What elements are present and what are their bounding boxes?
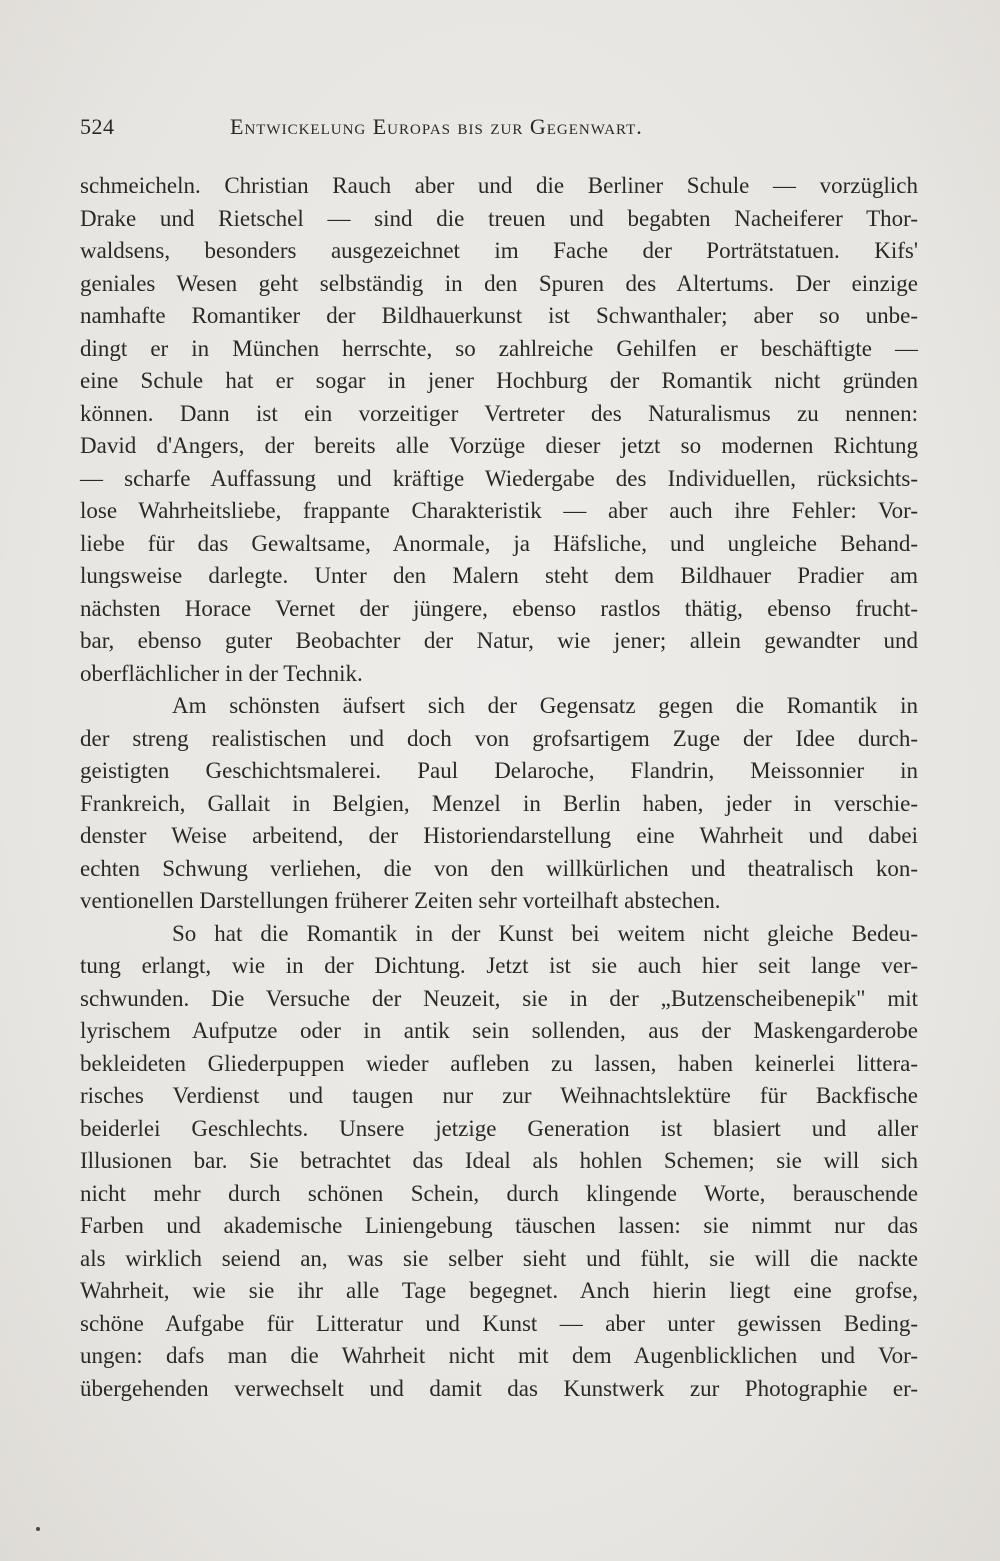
text-line: als wirklich seiend an, was sie selber sieht und fühlt, sie will die nackte xyxy=(80,1245,918,1271)
text-line: oberflächlicher in der Technik. xyxy=(80,660,363,686)
text-line: David d'Angers, der bereits alle Vorzüge dieser jetzt so modernen Richtung xyxy=(80,433,918,458)
text-line: bekleideten Gliederpuppen wieder aufleben zu lassen, haben keinerlei littera- xyxy=(80,1050,918,1076)
text-line: lyrischem Aufputze oder in antik sein sollenden, aus der Maskengarderobe xyxy=(80,1018,918,1043)
text-line: schwunden. Die Versuche der Neuzeit, sie in der „Butzenscheibenepik" mit xyxy=(80,985,918,1011)
text-line: nicht mehr durch schönen Schein, durch klingende Worte, berauschende xyxy=(80,1180,918,1206)
text-line: — scharfe Auffassung und kräftige Wiedergabe des Individuellen, rücksichts- xyxy=(80,465,918,491)
text-line: übergehenden verwechselt und damit das Kunstwerk zur Photographie er- xyxy=(80,1375,918,1401)
text-line: schmeicheln. Christian Rauch aber und die Berliner Schule — vorzüglich xyxy=(80,173,918,198)
text-line: nächsten Horace Vernet der jüngere, ebenso rastlos thätig, ebenso frucht- xyxy=(80,595,918,621)
text-line: tung erlangt, wie in der Dichtung. Jetzt ist sie auch hier seit lange ver- xyxy=(80,953,918,978)
text-line: geniales Wesen geht selbständig in den Spuren des Altertums. Der einzige xyxy=(80,270,918,296)
text-line: Farben und akademische Liniengebung täuschen lassen: sie nimmt nur das xyxy=(80,1213,918,1238)
text-line: bar, ebenso guter Beobachter der Natur, wie jener; allein gewandter und xyxy=(80,628,918,653)
running-head xyxy=(80,114,920,148)
text-line: eine Schule hat er sogar in jener Hochburg der Romantik nicht gründen xyxy=(80,368,918,393)
running-title: Entwickelung Europas bis zur Gegenwart. xyxy=(230,114,643,139)
paragraph-3 xyxy=(80,918,918,1406)
text-line: dingt er in München herrschte, so zahlreiche Gehilfen er beschäftigte — xyxy=(80,335,918,361)
text-line: der streng realistischen und doch von grofsartigem Zuge der Idee durch- xyxy=(80,725,918,751)
text-line: lungsweise darlegte. Unter den Malern steht dem Bildhauer Pradier am xyxy=(80,563,918,588)
text-line: Am schönsten äufsert sich der Gegensatz gegen die Romantik in xyxy=(172,693,918,718)
text-line: denster Weise arbeitend, der Historiendarstellung eine Wahrheit und dabei xyxy=(80,823,918,848)
text-line: liebe für das Gewaltsame, Anormale, ja Häfsliche, und ungleiche Behand- xyxy=(80,530,918,556)
text-line: So hat die Romantik in der Kunst bei weitem nicht gleiche Bedeu- xyxy=(172,920,918,946)
text-line: namhafte Romantiker der Bildhauerkunst ist Schwanthaler; aber so unbe- xyxy=(80,303,918,328)
paragraph-2 xyxy=(80,690,918,918)
text-line: Frankreich, Gallait in Belgien, Menzel in Berlin haben, jeder in verschie- xyxy=(80,790,918,816)
text-line: risches Verdienst und taugen nur zur Weihnachtslektüre für Backfische xyxy=(80,1083,918,1108)
text-line: Illusionen bar. Sie betrachtet das Ideal als hohlen Schemen; sie will sich xyxy=(80,1148,918,1173)
text-line: schöne Aufgabe für Litteratur und Kunst — aber unter gewissen Beding- xyxy=(80,1310,918,1336)
paragraph-1 xyxy=(80,170,918,690)
paper-speck xyxy=(36,1527,40,1531)
text-line: echten Schwung verliehen, die von den willkürlichen und theatralisch kon- xyxy=(80,855,918,881)
text-line: Drake und Rietschel — sind die treuen und begabten Nacheiferer Thor- xyxy=(80,205,918,231)
text-line: geistigten Geschichtsmalerei. Paul Delaroche, Flandrin, Meissonnier in xyxy=(80,758,918,783)
text-line: ventionellen Darstellungen früherer Zeiten sehr vorteilhaft abstechen. xyxy=(80,888,721,913)
text-line: beiderlei Geschlechts. Unsere jetzige Generation ist blasiert und aller xyxy=(80,1115,918,1141)
body-text xyxy=(80,170,918,1405)
page-number: 524 xyxy=(80,114,115,139)
text-line: ungen: dafs man die Wahrheit nicht mit dem Augenblicklichen und Vor- xyxy=(80,1343,918,1368)
text-line: lose Wahrheitsliebe, frappante Charakteristik — aber auch ihre Fehler: Vor- xyxy=(80,498,918,523)
text-line: waldsens, besonders ausgezeichnet im Fache der Porträtstatuen. Kifs' xyxy=(80,238,918,263)
text-line: können. Dann ist ein vorzeitiger Vertreter des Naturalismus zu nennen: xyxy=(80,400,918,426)
text-line: Wahrheit, wie sie ihr alle Tage begegnet. Anch hierin liegt eine grofse, xyxy=(80,1278,918,1303)
